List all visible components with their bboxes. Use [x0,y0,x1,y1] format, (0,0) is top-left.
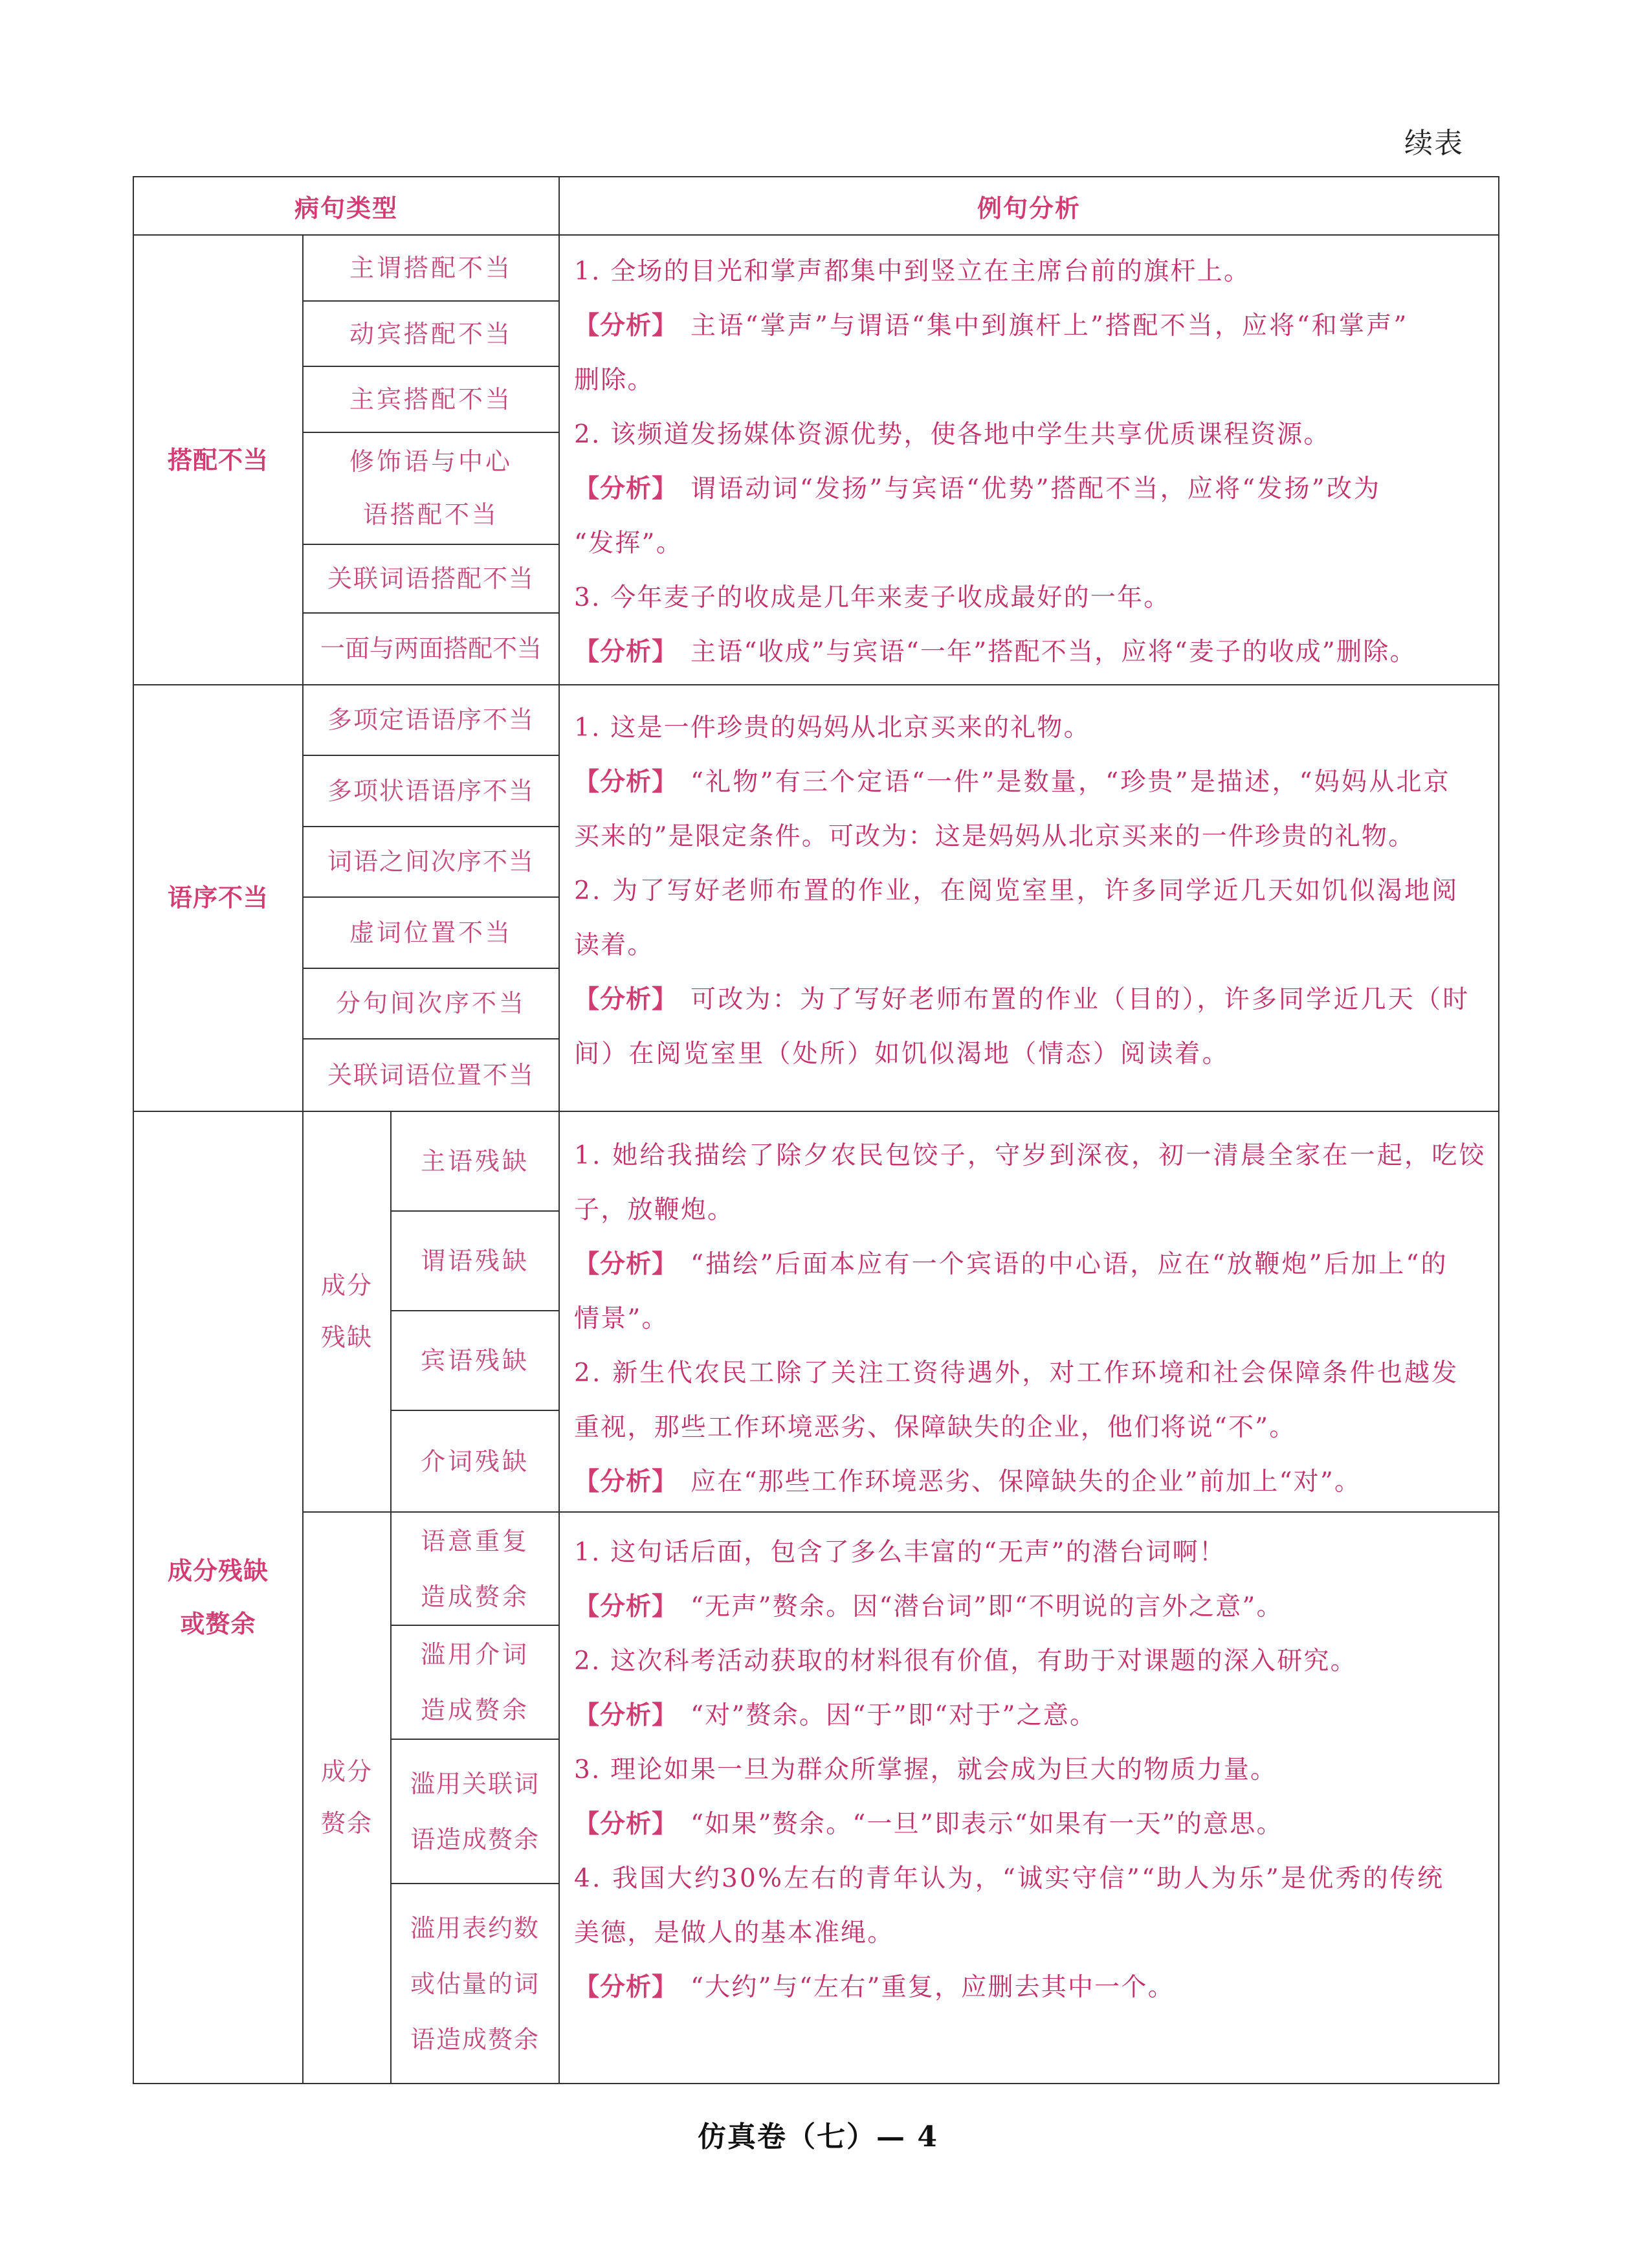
subtype-cell: 修饰语与中心 语搭配不当 [303,432,559,544]
example-line: 重视，那些工作环境恶劣、保障缺失的企业，他们将说“不”。 [574,1412,1296,1442]
subtype-cell: 词语之间次序不当 [303,827,559,898]
analysis-order: 1. 这是一件珍贵的妈妈从北京买来的礼物。 【分析】 “礼物”有三个定语“一件”是数量，“珍贵”是描述，“妈妈从北京 买来的”是限定条件。可改为：这是妈妈从北京买来的一件珍贵的礼物。 2. 为了写好老师布置的作业，在阅览室里，许多同学近几天如饥似渴地阅 读着。 【分析】 可改为：为了写好老师布置的作业（目的），许多同学近几天（时 间）在阅览室里（处所）如饥似渴地（情态）阅读着。 [559,685,1499,1111]
example-line: 1. 全场的目光和掌声都集中到竖立在主席台前的旗杆上。 [574,257,1251,287]
subtype-cell: 滥用关联词 语造成赘余 [391,1739,559,1884]
analysis-tag: 【分析】 [574,1700,678,1730]
analysis-line: 情景”。 [574,1304,669,1333]
subtype-cell: 关联词语位置不当 [303,1039,559,1111]
analysis-tag: 【分析】 [574,984,678,1014]
subtype-cell: 语意重复 造成赘余 [391,1512,559,1626]
subtype-cell: 多项状语语序不当 [303,755,559,827]
table-row [133,685,1499,756]
subtype-cell: 主谓搭配不当 [303,235,559,300]
analysis-pairing: 1. 全场的目光和掌声都集中到竖立在主席台前的旗杆上。 【分析】 主语“掌声”与谓语“集中到旗杆上”搭配不当，应将“和掌声” 删除。 2. 该频道发扬媒体资源优势，使各地中学生共享优质课程资源。 【分析】 谓语动词“发扬”与宾语“优势”搭配不当，应将“发扬”改为 “发挥”。 3. 今年麦子的收成是几年来麦子收成最好的一年。 【分析】 主语“收成”与宾语“一年”搭配不当，应将“麦子的收成”删除。 [559,235,1499,684]
subtype-cell: 主语残缺 [391,1111,559,1211]
page-footer: 仿真卷（七）— 4 [698,2120,938,2153]
example-line: 1. 这句话后面，包含了多么丰富的“无声”的潜台词啊！ [574,1537,1226,1567]
group-missing: 成分 残缺 [303,1111,391,1512]
grammar-error-table [133,176,1499,2084]
subtype-cell: 主宾搭配不当 [303,366,559,432]
example-line: 2. 为了写好老师布置的作业，在阅览室里，许多同学近几天如饥似渴地阅 [574,876,1459,906]
subtype-cell: 动宾搭配不当 [303,301,559,366]
analysis-line: 【分析】 主语“掌声”与谓语“集中到旗杆上”搭配不当，应将“和掌声” [574,311,1409,341]
subtype-cell: 介词残缺 [391,1410,559,1511]
analysis-tag: 【分析】 [574,1809,678,1839]
category-pairing: 搭配不当 [133,235,303,684]
analysis-line: 间）在阅览室里（处所）如饥似渴地（情态）阅读着。 [574,1039,1230,1069]
analysis-redundant: 1. 这句话后面，包含了多么丰富的“无声”的潜台词啊！ 【分析】 “无声”赘余。因“潜台词”即“不明说的言外之意”。 2. 这次科考活动获取的材料很有价值，有助于对课题的深入研究。 【分析】 “对”赘余。因“于”即“对于”之意。 3. 理论如果一旦为群众所掌握，就会成为巨大的物质力量。 【分析】 “如果”赘余。“一旦”即表示“如果有一天”的意思。 4. 我国大约30%左右的青年认为，“诚实守信”“助人为乐”是优秀的传统 美德，是做人的基本准绳。 【分析】 “大约”与“左右”重复，应删去其中一个。 [559,1512,1499,2084]
category-component: 成分残缺 或赘余 [133,1111,303,2084]
example-line: 3. 理论如果一旦为群众所掌握，就会成为巨大的物质力量。 [574,1755,1277,1784]
analysis-tag: 【分析】 [574,1592,678,1621]
analysis-line: 买来的”是限定条件。可改为：这是妈妈从北京买来的一件珍贵的礼物。 [574,821,1415,851]
analysis-line: 删除。 [574,366,654,395]
example-line: 1. 她给我描绘了除夕农民包饺子，守岁到深夜，初一清晨全家在一起，吃饺 [574,1140,1487,1170]
example-line: 美德，是做人的基本准绳。 [574,1918,894,1948]
analysis-tag: 【分析】 [574,1467,678,1496]
header-analysis: 例句分析 [559,177,1499,235]
analysis-line: “发挥”。 [574,529,683,559]
subtype-cell: 谓语残缺 [391,1211,559,1311]
subtype-cell: 滥用表约数 或估量的词 语造成赘余 [391,1884,559,2084]
analysis-tag: 【分析】 [574,767,678,797]
analysis-tag: 【分析】 [574,638,678,667]
continued-label: 续表 [1404,127,1464,160]
subtype-cell: 虚词位置不当 [303,897,559,968]
header-type: 病句类型 [133,177,559,235]
analysis-line: 【分析】 谓语动词“发扬”与宾语“优势”搭配不当，应将“发扬”改为 [574,474,1382,504]
example-line: 读着。 [574,930,654,960]
analysis-tag: 【分析】 [574,311,678,341]
table-row [133,235,1499,300]
example-line: 2. 这次科考活动获取的材料很有价值，有助于对课题的深入研究。 [574,1646,1357,1676]
example-line: 子，放鞭炮。 [574,1195,735,1225]
analysis-tag: 【分析】 [574,1972,678,2002]
group-redundant: 成分 赘余 [303,1512,391,2084]
example-line: 3. 今年麦子的收成是几年来麦子收成最好的一年。 [574,583,1171,613]
subtype-cell: 滥用介词 造成赘余 [391,1625,559,1739]
subtype-cell: 宾语残缺 [391,1311,559,1410]
table-row [133,1111,1499,1211]
analysis-missing: 1. 她给我描绘了除夕农民包饺子，守岁到深夜，初一清晨全家在一起，吃饺 子，放鞭炮。 【分析】 “描绘”后面本应有一个宾语的中心语，应在“放鞭炮”后加上“的 情景”。 2. 新生代农民工除了关注工资待遇外，对工作环境和社会保障条件也越发 重视，那些工作环境恶劣、保障缺失的企业，他们将说“不”。 【分析】 应在“那些工作环境恶劣、保障缺失的企业”前加上“对”。 [559,1111,1499,1512]
example-line: 2. 该频道发扬媒体资源优势，使各地中学生共享优质课程资源。 [574,420,1331,450]
subtype-cell: 关联词语搭配不当 [303,544,559,614]
example-line: 1. 这是一件珍贵的妈妈从北京买来的礼物。 [574,713,1090,742]
subtype-cell: 一面与两面搭配不当 [303,613,559,685]
example-line: 2. 新生代农民工除了关注工资待遇外，对工作环境和社会保障条件也越发 [574,1358,1459,1388]
table-header-row [133,177,1499,235]
example-line: 4. 我国大约30%左右的青年认为，“诚实守信”“助人为乐”是优秀的传统 [574,1863,1445,1893]
table-row [133,1512,1499,1626]
analysis-tag: 【分析】 [574,474,678,504]
analysis-tag: 【分析】 [574,1249,678,1279]
subtype-cell: 分句间次序不当 [303,968,559,1040]
subtype-cell: 多项定语语序不当 [303,685,559,756]
category-order: 语序不当 [133,685,303,1111]
